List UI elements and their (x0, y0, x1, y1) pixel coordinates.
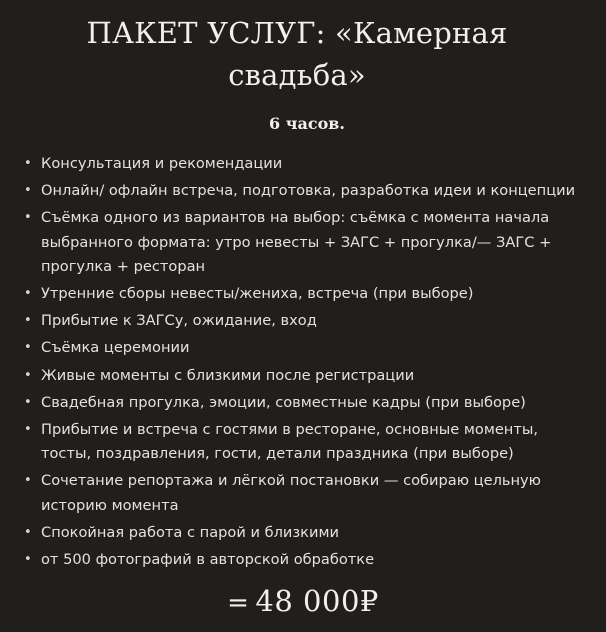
list-item (24, 336, 584, 361)
bullet-icon: • (24, 394, 32, 410)
price-prefix: = (227, 588, 250, 618)
list-item (24, 309, 584, 334)
feature-list (24, 152, 584, 573)
feature-text: от 500 фотографий в авторской обработке (41, 551, 375, 569)
bullet-icon: • (24, 313, 32, 329)
bullet-icon: • (24, 340, 32, 356)
bullet-icon: • (24, 524, 32, 540)
list-item (24, 179, 584, 204)
bullet-icon: • (24, 421, 32, 437)
feature-text: Свадебная прогулка, эмоции, совместные кадры (при выборе) (41, 393, 526, 411)
package-title: ПАКЕТ УСЛУГ: «Камерная свадьба» (86, 16, 508, 92)
list-item (24, 391, 584, 416)
feature-text: Утренние сборы невесты/жениха, встреча (при выборе) (41, 285, 474, 303)
feature-text: Прибытие к ЗАГСу, ожидание, вход (41, 312, 317, 330)
bullet-icon: • (24, 367, 32, 383)
bullet-icon: • (24, 183, 32, 199)
bullet-icon: • (24, 210, 32, 226)
feature-text: Спокойная работа с парой и близкими (41, 523, 339, 541)
list-item (24, 521, 584, 546)
feature-text: Онлайн/ офлайн встреча, подготовка, разработка идеи и концепции (41, 182, 576, 200)
feature-text: Сочетание репортажа и лёгкой постановки — собираю цельную историю момента (41, 472, 541, 514)
price-value: 48 000₽ (255, 584, 379, 618)
bullet-icon: • (24, 552, 32, 568)
list-item (24, 282, 584, 307)
list-item (24, 152, 584, 177)
bullet-icon: • (24, 473, 32, 489)
feature-text: Съёмка одного из вариантов на выбор: съёмка с момента начала выбранного формата: утро невесты + ЗАГС + прогулка/— ЗАГС + прогулка + ресторан (41, 209, 552, 276)
bullet-icon: • (24, 156, 32, 171)
feature-text: Прибытие и встреча с гостями в ресторане, основные моменты, тосты, поздравления, гости, детали праздника (при выборе) (41, 420, 539, 463)
feature-text: Съёмка церемонии (41, 339, 190, 357)
list-item (24, 206, 584, 280)
list-item (24, 418, 584, 467)
list-item (24, 469, 584, 518)
package-price (0, 584, 606, 618)
list-item (24, 364, 584, 389)
list-item (24, 548, 584, 573)
bullet-icon: • (24, 286, 32, 302)
feature-text: Живые моменты с близкими после регистрации (41, 366, 415, 384)
package-duration: 6 часов. (269, 114, 345, 133)
feature-text: Консультация и рекомендации (41, 155, 283, 172)
